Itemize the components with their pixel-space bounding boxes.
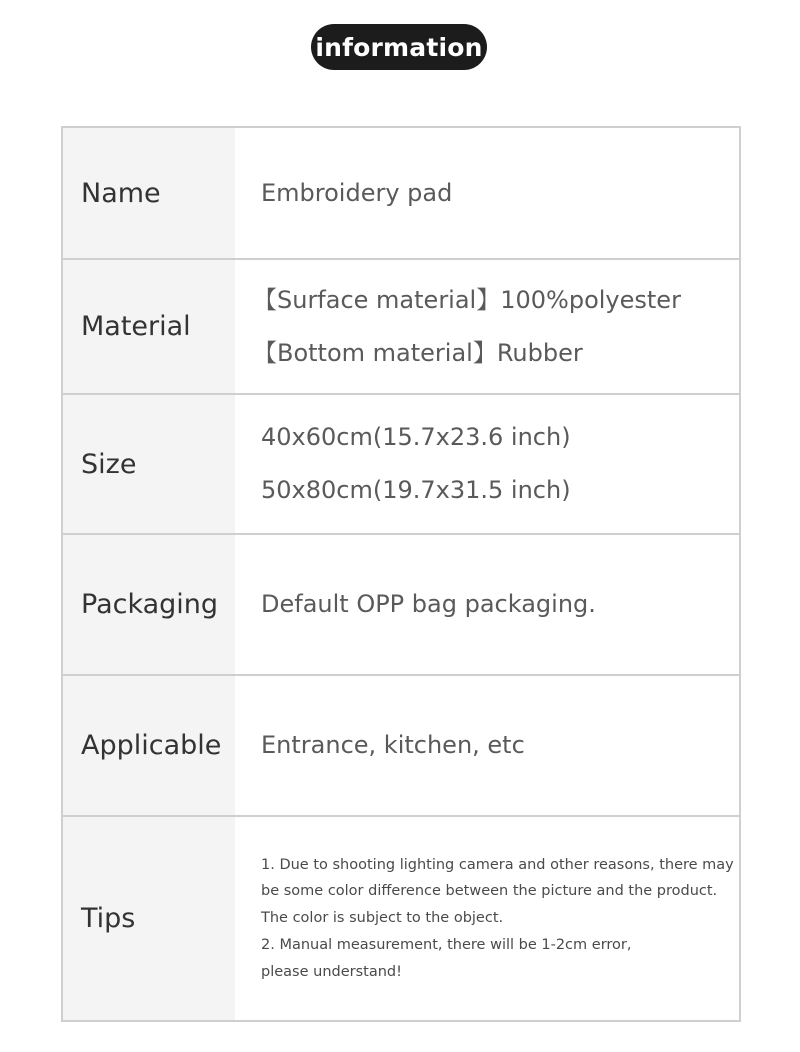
size-value-2: 50x80cm(19.7x31.5 inch) <box>261 476 571 504</box>
applicable-value: Entrance, kitchen, etc <box>261 731 525 759</box>
row-value-size <box>235 395 739 533</box>
tip-line-3: The color is subject to the object. <box>261 910 504 927</box>
row-label-material: Material <box>63 260 235 393</box>
row-value-material <box>235 260 739 393</box>
table-row-material <box>63 258 739 393</box>
header-title: information <box>315 32 483 62</box>
information-header <box>311 24 487 70</box>
tip-line-1: 1. Due to shooting lighting camera and other reasons, there may <box>261 856 734 873</box>
row-value-name <box>235 128 739 258</box>
tip-line-4: 2. Manual measurement, there will be 1-2cm error, <box>261 936 632 953</box>
table-row-size <box>63 393 739 533</box>
product-info-table <box>61 126 741 1022</box>
table-row-packaging <box>63 533 739 674</box>
table-row-name <box>63 128 739 258</box>
packaging-value: Default OPP bag packaging. <box>261 590 596 618</box>
surface-material-value: 【Surface material】100%polyester <box>253 285 681 314</box>
row-label-packaging: Packaging <box>63 535 235 674</box>
row-label-name: Name <box>63 128 235 258</box>
tip-line-2: be some color difference between the picture and the product. <box>261 883 718 900</box>
row-value-packaging <box>235 535 739 674</box>
row-label-size: Size <box>63 395 235 533</box>
name-value: Embroidery pad <box>261 178 453 207</box>
row-value-applicable <box>235 676 739 815</box>
row-label-tips: Tips <box>63 817 235 1020</box>
bottom-material-value: 【Bottom material】Rubber <box>253 338 583 367</box>
size-value-1: 40x60cm(15.7x23.6 inch) <box>261 423 571 451</box>
table-row-applicable <box>63 674 739 815</box>
table-row-tips <box>63 815 739 1020</box>
row-value-tips <box>235 817 744 1020</box>
row-label-applicable: Applicable <box>63 676 235 815</box>
tip-line-5: please understand! <box>261 963 402 980</box>
